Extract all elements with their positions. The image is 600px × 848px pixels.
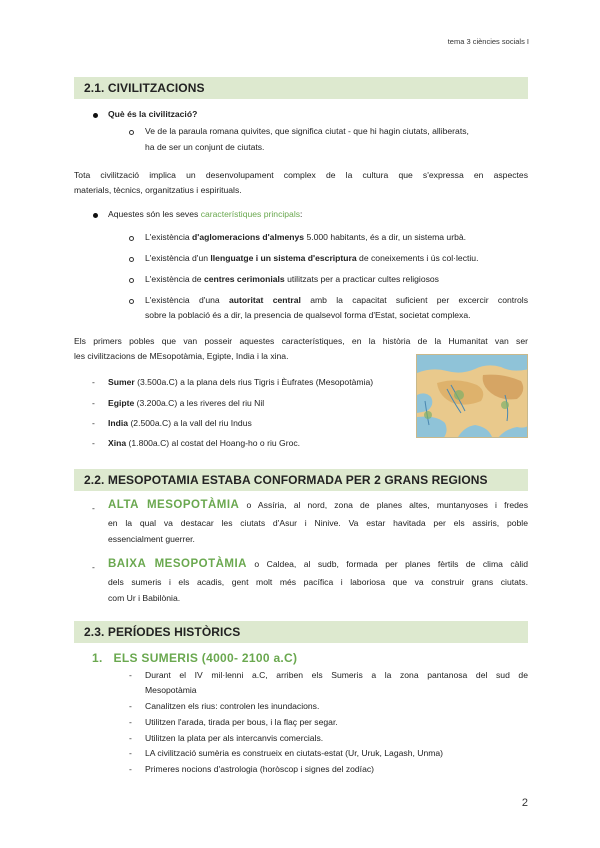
section-heading-periodes-historics: 2.3. PERÍODES HISTÒRICS bbox=[74, 621, 528, 643]
sumeris-item-continuation: Mesopotàmia bbox=[145, 685, 197, 695]
dash-icon: - bbox=[92, 503, 95, 513]
sumeris-item: Utilitzen la plata per als intercanvis comercials. bbox=[145, 733, 324, 743]
civilization-item: Egipte (3.200a.C) a les riveres del riu Nil bbox=[108, 398, 265, 408]
sumeris-item: LA civilització sumèria es construeix en ciutats-estat (Ur, Uruk, Lagash, Unma) bbox=[145, 748, 444, 758]
paragraph-line-2: materials, tècnics, organitzatius i espirituals. bbox=[74, 185, 242, 195]
civilization-item: Xina (1.800a.C) al costat del Hoang-ho o riu Groc. bbox=[108, 438, 301, 448]
page-number: 2 bbox=[521, 797, 528, 809]
paragraph-line-1: Tota civilització implica un desenvolupament complex de la cultura que s'expressa en aspectes bbox=[74, 170, 528, 180]
civilization-item: Sumer (3.500a.C) a la plana dels rius Tigris i Èufrates (Mesopotàmia) bbox=[108, 377, 374, 387]
alta-mesopotamia-line-3: essencialment guerrer. bbox=[108, 534, 195, 544]
sumeris-item: Utilitzen l'arada, tirada per bous, i la flaç per segar. bbox=[145, 717, 338, 727]
dash-icon: - bbox=[129, 670, 132, 680]
baixa-mesopotamia-line-3: com Ur i Babilònia. bbox=[108, 593, 181, 603]
feature-item: L'existència d'una autoritat central amb la capacitat suficient per excercir controls bbox=[145, 295, 528, 305]
question-answer-line-1: Ve de la paraula romana quivites, que significa ciutat - que hi hagin ciutats, alliberats, bbox=[145, 126, 469, 136]
bullet-icon bbox=[93, 213, 98, 218]
sumeris-item: Primeres nocions d'astrologia (horòscop i signes del zodíac) bbox=[145, 764, 375, 774]
dash-icon: - bbox=[129, 764, 132, 774]
question-label: Què és la civilització? bbox=[108, 109, 198, 119]
baixa-mesopotamia-title: BAIXA MESOPOTÀMIA bbox=[108, 558, 247, 570]
sub-bullet-icon bbox=[129, 257, 134, 262]
section-heading-civilitzacions: 2.1. CIVILITZACIONS bbox=[74, 77, 528, 99]
alta-mesopotamia-line-1: ALTA MESOPOTÀMIA o Assíria, al nord, zona de planes altes, muntanyoses i fredes bbox=[108, 499, 528, 511]
feature-item: L'existència de centres cerimonials utilitzats per a practicar cultes religiosos bbox=[145, 274, 439, 284]
dash-icon: - bbox=[129, 701, 132, 711]
paragraph2-line-1: Els primers pobles que van posseir aquestes característiques, en la història de la Humanitat van ser bbox=[74, 336, 528, 346]
dash-icon: - bbox=[92, 418, 95, 428]
features-intro: Aquestes són les seves característiques principals: bbox=[108, 209, 303, 219]
dash-icon: - bbox=[92, 562, 95, 572]
sub-bullet-icon bbox=[129, 130, 134, 135]
page-header: tema 3 ciències socials I bbox=[447, 37, 529, 46]
question-answer-line-2: ha de ser un conjunt de ciutats. bbox=[145, 142, 265, 152]
alta-mesopotamia-title: ALTA MESOPOTÀMIA bbox=[108, 499, 240, 511]
feature-item: L'existència d'aglomeracions d'almenys 5.000 habitants, és a dir, un sistema urbà. bbox=[145, 232, 467, 242]
sub-bullet-icon bbox=[129, 236, 134, 241]
subsection-heading-sumeris: 1. ELS SUMERIS (4000- 2100 a.C) bbox=[92, 651, 298, 665]
dash-icon: - bbox=[129, 733, 132, 743]
dash-icon: - bbox=[92, 377, 95, 387]
sumeris-item: Canalitzen els rius: controlen les inundacions. bbox=[145, 701, 320, 711]
sub-bullet-icon bbox=[129, 299, 134, 304]
dash-icon: - bbox=[92, 438, 95, 448]
section-heading-mesopotamia: 2.2. MESOPOTAMIA ESTABA CONFORMADA PER 2 GRANS REGIONS bbox=[74, 469, 528, 491]
features-highlight: característiques principals bbox=[200, 209, 301, 219]
dash-icon: - bbox=[129, 748, 132, 758]
baixa-mesopotamia-line-2: dels sumeris i els acadis, gent molt més pacífica i laboriosa que va construir grans ciutats. bbox=[108, 577, 528, 587]
feature-item-continuation: sobre la població és a dir, la presencia de qualsevol forma d'Estat, societat complexa. bbox=[145, 310, 471, 320]
dash-icon: - bbox=[92, 398, 95, 408]
dash-icon: - bbox=[129, 717, 132, 727]
baixa-mesopotamia-line-1: BAIXA MESOPOTÀMIA o Caldea, al sudb, formada per planes fèrtils de clima càlid bbox=[108, 558, 528, 570]
ancient-civilizations-map-image bbox=[416, 354, 528, 438]
sub-bullet-icon bbox=[129, 278, 134, 283]
paragraph2-line-2: les civilitzacions de MEsopotàmia, Egipte, India i la xina. bbox=[74, 351, 289, 361]
feature-item: L'existència d'un llenguatge i un sistema d'escriptura de coneixements i ús col·lectiu. bbox=[145, 253, 479, 263]
civilization-item: India (2.500a.C) a la vall del riu Indus bbox=[108, 418, 252, 428]
bullet-icon bbox=[93, 113, 98, 118]
alta-mesopotamia-line-2: en la qual va destacar les ciutats d'Asur i Ninive. Va estar havitada per els assiris, poble bbox=[108, 518, 528, 528]
sumeris-item: Durant el IV mil·lenni a.C, arriben els Sumeris a la zona pantanosa del sud de bbox=[145, 670, 528, 680]
